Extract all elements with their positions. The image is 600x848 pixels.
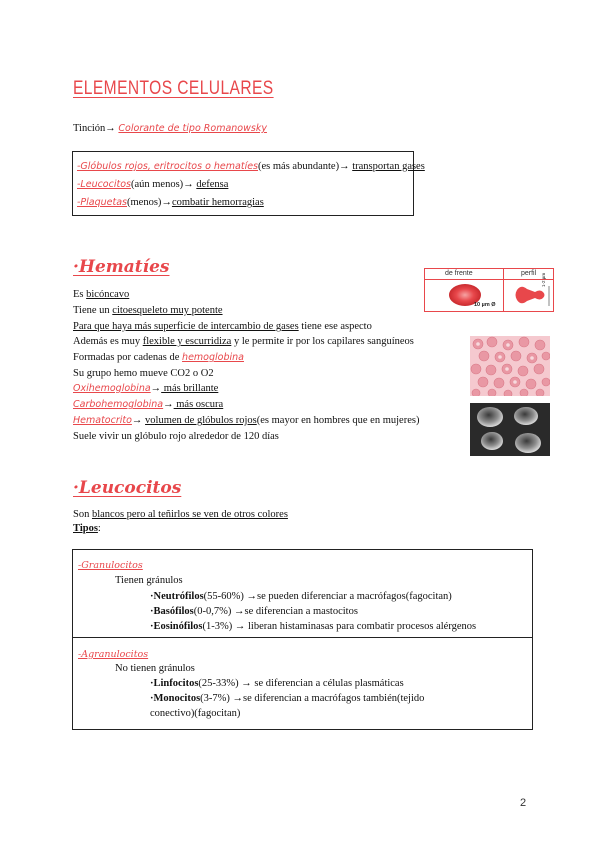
diagram-size-label: 10 µm Ø <box>474 302 496 308</box>
granulocitos-title: -Granulocitos <box>78 560 143 571</box>
agranulocitos-title: -Agranulocitos <box>78 649 149 660</box>
summary-item-name: -Leucocitos <box>77 179 131 190</box>
list-item: ·Eosinófilos(1-3%) → liberan histaminasas para combatir procesos alérgenos <box>150 621 477 632</box>
summary-item-extra: (es más abundante) <box>258 161 340 172</box>
text-line: Su grupo hemo mueve CO2 o O2 <box>73 368 214 379</box>
list-item-continuation: conectivo)(fagocitan) <box>150 708 241 719</box>
tipos-label: Tipos: <box>73 523 101 534</box>
electron-micrograph-image <box>470 403 550 456</box>
summary-item-role: defensa <box>196 179 229 190</box>
text-line: Formadas por cadenas de hemoglobina <box>73 352 244 363</box>
diagram-front-label: de frente <box>445 270 473 277</box>
summary-box <box>72 151 425 216</box>
summary-item <box>77 178 228 191</box>
tincion-value: Colorante de tipo Romanowsky <box>118 123 267 134</box>
summary-item-role: combatir hemorragias <box>171 197 264 208</box>
page-title: ELEMENTOS CELULARES <box>73 78 274 99</box>
arrow-icon: → <box>161 197 172 208</box>
text-line: Son blancos pero al teñirlos se ven de otros colores <box>73 509 288 520</box>
diagram-profile-label: perfil <box>521 270 537 277</box>
text-line: Tiene un citoesqueleto muy potente <box>73 305 223 316</box>
diagram-thickness-label: 1-2 µm <box>541 272 546 287</box>
tincion-label: Tinción <box>73 123 106 134</box>
list-item: ·Monocitos(3-7%) →se diferencian a macrófagos también(tejido <box>150 693 425 704</box>
text-line: Carbohemoglobina→ más oscura <box>73 399 224 410</box>
text-line: Es bicóncavo <box>73 289 130 300</box>
list-item: ·Basófilos(0-0,7%) →se diferencian a mastocitos <box>150 606 358 617</box>
summary-item-extra: (aún menos) <box>130 179 184 190</box>
summary-item <box>77 160 425 173</box>
page-number: 2 <box>520 797 527 809</box>
summary-item <box>77 196 264 209</box>
agranulocitos-sub: No tienen gránulos <box>115 663 195 674</box>
list-item: ·Neutrófilos(55-60%) →se pueden diferenciar a macrófagos(fagocitan) <box>150 591 452 602</box>
text-line: Oxihemoglobina→ más brillante <box>73 383 219 394</box>
summary-item-name: -Glóbulos rojos, eritrocitos o hematíes <box>77 161 259 172</box>
section-heading-leucocitos: ·Leucocitos <box>73 478 182 498</box>
tincion-line <box>73 122 267 135</box>
section-heading-hematies: ·Hematíes <box>73 257 170 277</box>
arrow-icon: → <box>105 123 116 134</box>
blood-smear-image <box>470 336 550 396</box>
arrow-icon: → <box>339 161 350 172</box>
text-line: Hematocrito→ volumen de glóbulos rojos(es mayor en hombres que en mujeres) <box>73 415 420 426</box>
rbc-diagram <box>424 268 554 312</box>
leucocitos-table <box>72 549 533 730</box>
text-line: Para que haya más superficie de intercambio de gases tiene ese aspecto <box>73 321 372 332</box>
granulocitos-sub: Tienen gránulos <box>115 575 183 586</box>
summary-item-role: transportan gases <box>352 161 425 172</box>
arrow-icon: → <box>183 179 194 190</box>
text-line: Además es muy flexible y escurridiza y le permite ir por los capilares sanguíneos <box>73 336 414 347</box>
summary-item-name: -Plaquetas <box>77 197 128 208</box>
text-line: Suele vivir un glóbulo rojo alrededor de 120 días <box>73 431 279 442</box>
summary-item-extra: (menos) <box>127 197 162 208</box>
list-item: ·Linfocitos(25-33%) → se diferencian a células plasmáticas <box>150 678 404 689</box>
